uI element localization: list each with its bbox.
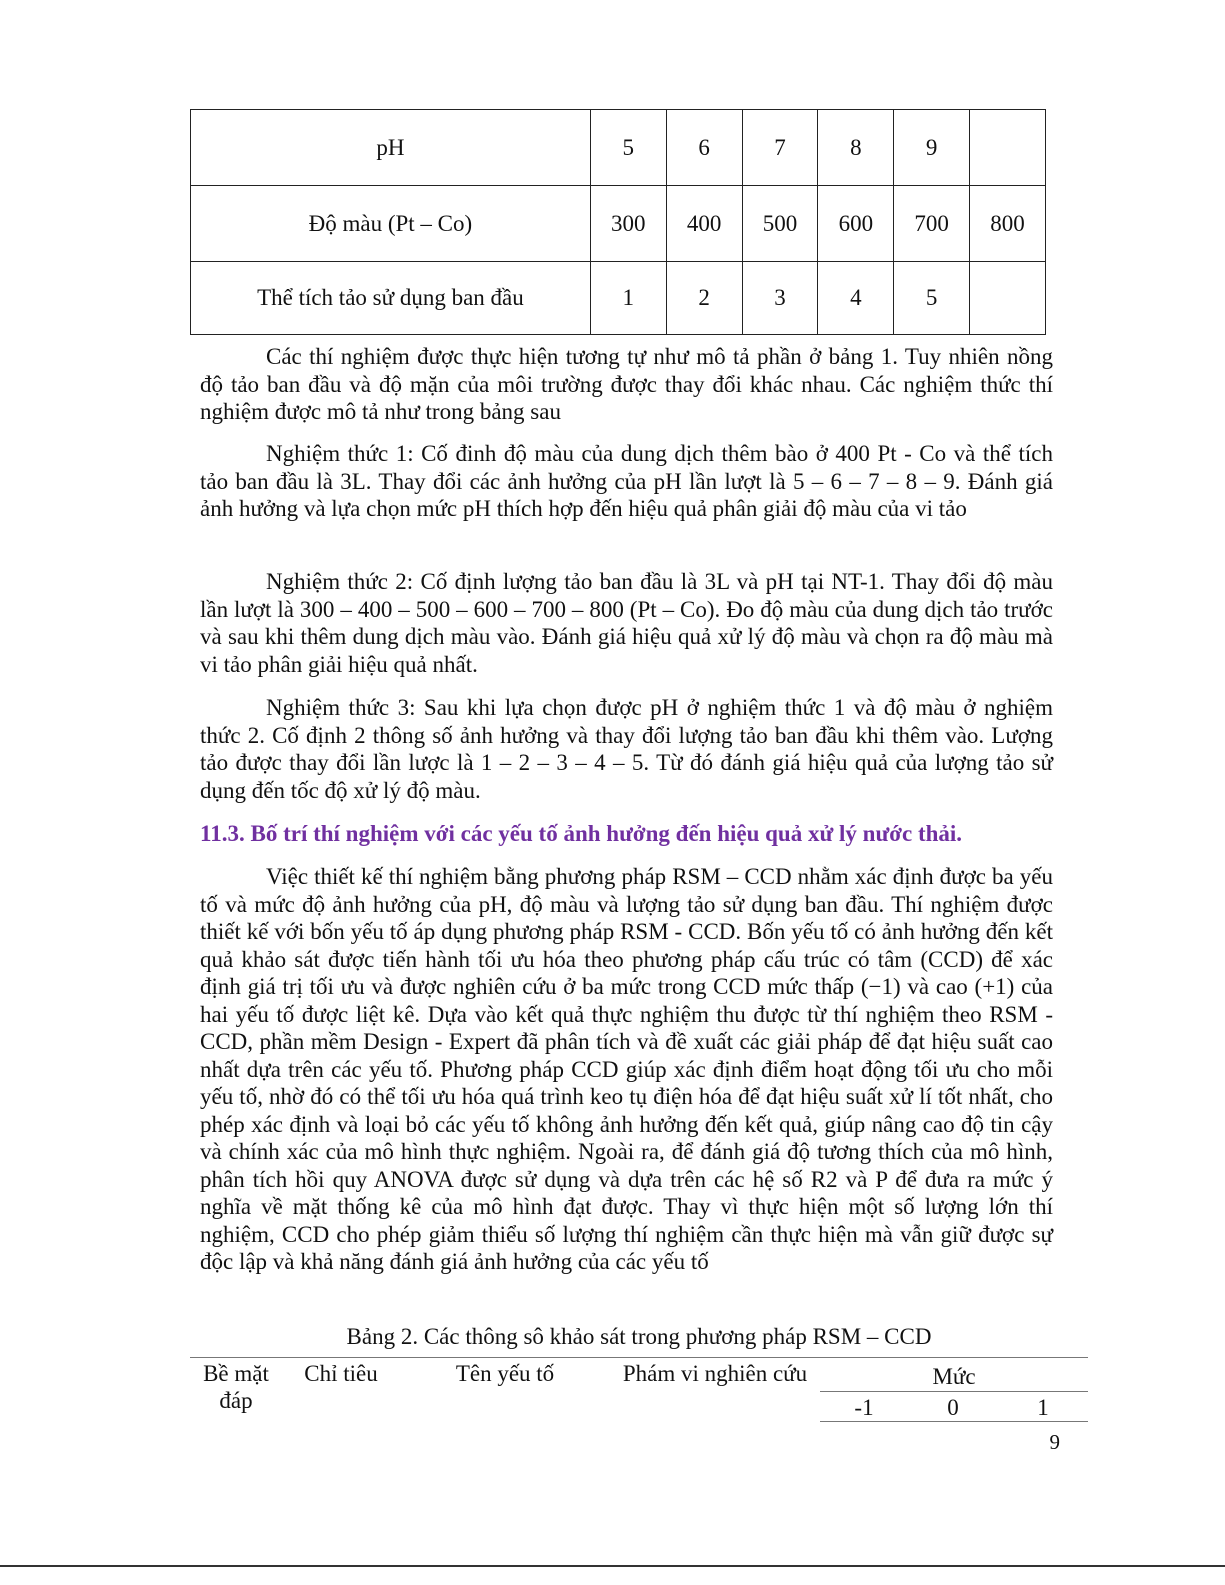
table-cell: 4 [818, 262, 894, 335]
table-row [191, 262, 1046, 335]
table-cell: 7 [742, 110, 818, 186]
table-cell: 1 [590, 262, 666, 335]
table-caption: Bảng 2. Các thông sô khảo sát trong phương pháp RSM – CCD [346, 1324, 932, 1349]
table-cell: 3 [742, 262, 818, 335]
table-cell: 700 [894, 186, 970, 262]
table-cell: pH [191, 110, 591, 186]
level-high: 1 [998, 1392, 1088, 1422]
header-indicator: Chỉ tiêu [282, 1358, 400, 1422]
header-factor-name: Tên yếu tố [400, 1358, 610, 1422]
table-cell: 8 [818, 110, 894, 186]
paragraph-rsm-ccd: Việc thiết kế thí nghiệm bằng phương pháp RSM – CCD nhằm xác định được ba yếu tố và mức độ ảnh hưởng của pH, độ màu và lượng tảo sử dụng ban đầu. Thí nghiệm được thiết kế với bốn yếu tố áp dụng phương pháp RSM - CCD. Bốn yếu tố có ảnh hưởng đến kết quả khảo sát được tiến hành tối ưu hóa theo phương pháp cấu trúc có tâm (CCD) để xác định giá trị tối ưu và được nghiên cứu ở ba mức trong CCD mức thấp (−1) và cao (+1) của hai yếu tố được liệt kê. Dựa vào kết quả thực nghiệm thu được từ thí nghiệm theo RSM - CCD, phần mềm Design - Expert đã phân tích và đề xuất các giải pháp để đạt hiệu suất cao nhất dựa trên các yếu tố. Phương pháp CCD giúp xác định điểm hoạt động tối ưu cho mỗi yếu tố, nhờ đó có thể tối ưu hóa quá trình keo tụ điện hóa để đạt hiệu suất xử lí tốt nhất, cho phép xác định và loại bỏ các yếu tố không ảnh hưởng đến kết quả, giúp nâng cao độ tin cậy và chính xác của mô hình thực nghiệm. Ngoài ra, để đánh giá độ tương thích của mô hình, phân tích hồi quy ANOVA được sử dụng và dựa trên các hệ số R2 và P để đưa ra mức ý nghĩa về mặt thống kê của mô hình đạt được. Thay vì thực hiện một số lượng lớn thí nghiệm, CCD cho phép giảm thiểu số lượng thí nghiệm cần thực hiện mà vẫn giữ được sự độc lập và khả năng đánh giá ảnh hưởng của các yếu tố [200, 864, 1053, 1274]
table-cell: 6 [666, 110, 742, 186]
page-bottom-divider [0, 1565, 1225, 1567]
table-cell: 9 [894, 110, 970, 186]
table-cell: 300 [590, 186, 666, 262]
header-surface: Bề mặt đáp [190, 1358, 282, 1422]
paragraph-treatment-1: Nghiệm thức 1: Cố đinh độ màu của dung dịch thêm bào ở 400 Pt - Co và thể tích tảo ban đầu là 3L. Thay đổi các ảnh hưởng của pH lần lượt là 5 – 6 – 7 – 8 – 9. Đánh giá ảnh hưởng và lựa chọn mức pH thích hợp đến hiệu quả phân giải độ màu của vi tảo [200, 441, 1053, 521]
table-cell: 500 [742, 186, 818, 262]
table-header-row [190, 1358, 1088, 1392]
paragraph-intro: Các thí nghiệm được thực hiện tương tự như mô tả phần ở bảng 1. Tuy nhiên nồng độ tảo ban đầu và độ mặn của môi trường được thay đổi khác nhau. Các nghiệm thức thí nghiệm được mô tả như trong bảng sau [200, 344, 1053, 424]
header-range: Phám vi nghiên cứu [610, 1358, 820, 1422]
table-cell [970, 110, 1046, 186]
rsm-ccd-table [190, 1357, 1088, 1422]
page-number: 9 [1049, 1430, 1060, 1454]
table-cell: 5 [590, 110, 666, 186]
level-center: 0 [908, 1392, 998, 1422]
paragraph-treatment-2: Nghiệm thức 2: Cố định lượng tảo ban đầu là 3L và pH tại NT-1. Thay đổi độ màu lần lượt là 300 – 400 – 500 – 600 – 700 – 800 (Pt – Co). Đo độ màu của dung dịch tảo trước và sau khi thêm dung dịch màu vào. Đánh giá hiệu quả xử lý độ màu và chọn ra độ màu mà vi tảo phân giải hiệu quả nhất. [200, 569, 1053, 677]
table-cell: 400 [666, 186, 742, 262]
table-cell: 5 [894, 262, 970, 335]
level-low: -1 [820, 1392, 908, 1422]
table-cell: 2 [666, 262, 742, 335]
table-cell: 600 [818, 186, 894, 262]
header-level: Mức [820, 1358, 1088, 1392]
parameter-table [190, 109, 1046, 335]
table-row [191, 110, 1046, 186]
table-cell: Độ màu (Pt – Co) [191, 186, 591, 262]
table-cell [970, 262, 1046, 335]
section-heading: 11.3. Bố trí thí nghiệm với các yếu tố ảnh hưởng đến hiệu quả xử lý nước thải. [200, 821, 963, 846]
paragraph-treatment-3: Nghiệm thức 3: Sau khi lựa chọn được pH ở nghiệm thức 1 và độ màu ở nghiệm thức 2. Cố định 2 thông số ảnh hưởng và thay đổi lượng tảo ban đầu khi thêm vào. Lượng tảo được thay đổi lần lược là 1 – 2 – 3 – 4 – 5. Từ đó đánh giá hiệu quả của lượng tảo sử dụng đến tốc độ xử lý độ màu. [200, 695, 1053, 803]
table-cell: Thể tích tảo sử dụng ban đầu [191, 262, 591, 335]
table-cell: 800 [970, 186, 1046, 262]
table-row [191, 186, 1046, 262]
